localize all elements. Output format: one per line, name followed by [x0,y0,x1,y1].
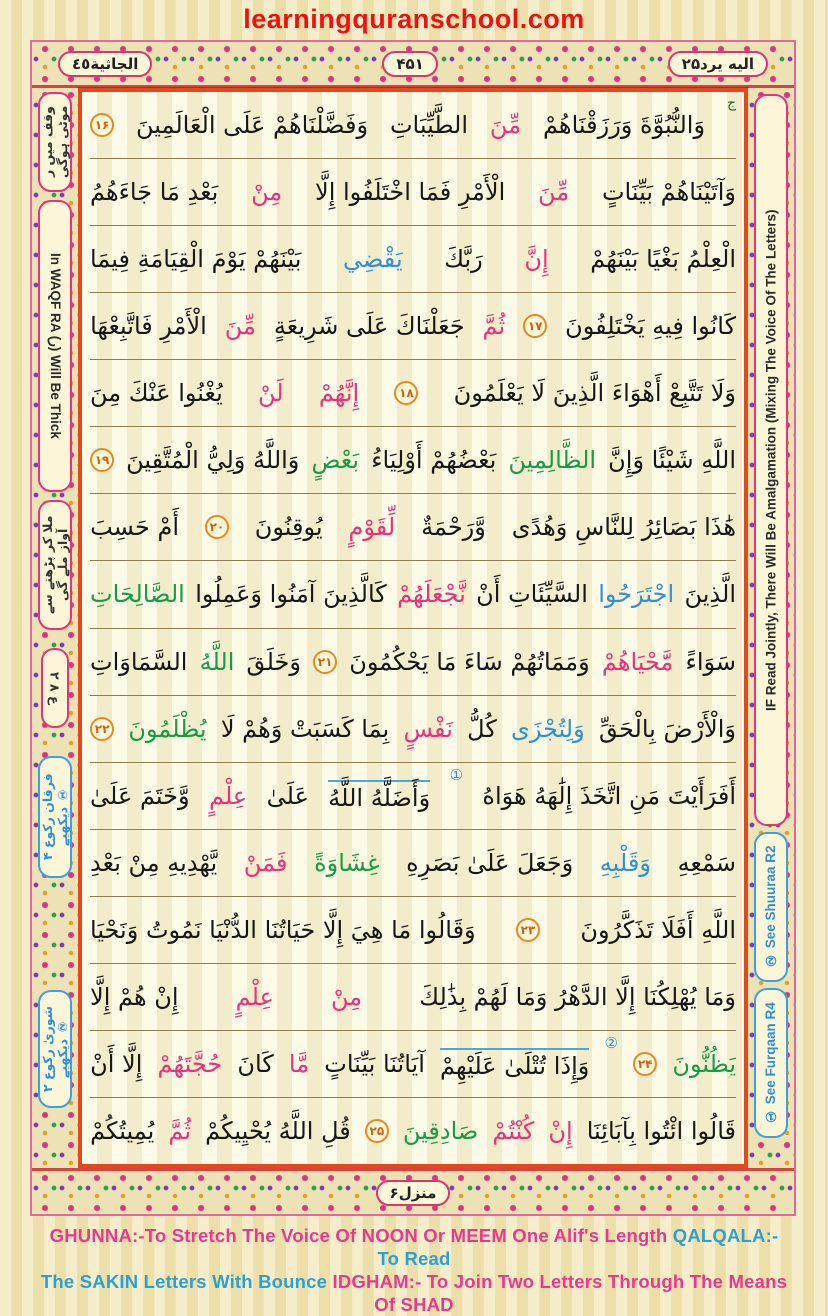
quran-word: مِنْ [251,178,283,207]
left-note-see-shuuraa: شوریٰ رکوع ۲ دیکھیے ② [38,990,72,1108]
quran-line [90,897,736,964]
quran-word: إِنَّهُمْ [318,379,360,408]
quran-word: كُلُّ [467,714,497,743]
right-note-see-furqaan: ① See Furqaan R4 [754,988,788,1138]
quran-word: الَّذِينَ [684,580,736,609]
right-margin [748,88,794,1168]
quran-word: ثُمَّ [482,312,506,341]
quran-line [90,830,736,897]
footer-term: IDGHAM:- To Join Two Letters Through The Means Of SHAD [332,1271,788,1315]
quran-word: كَانَ [237,1049,274,1078]
left-note-urdu-amalgamation: ملا کر پڑھنے سے آواز ملے گی [38,500,72,630]
quran-word: الصَّالِحَاتِ [90,580,185,609]
quran-word: أَفَرَأَيْتَ مَنِ اتَّخَذَ إِلَٰهَهُ هَوَاهُ [482,781,736,810]
left-margin [32,88,78,1168]
quran-word: وَلَا تَتَّبِعْ أَهْوَاءَ الَّذِينَ لَا يَعْلَمُونَ [453,379,736,408]
quran-line [90,1031,736,1098]
quran-lines [82,92,744,1164]
left-note-english-waqf: In WAQF RA (ر) Will Be Thick [38,200,72,492]
quran-word: وَجَعَلَ عَلَىٰ بَصَرِهِ [406,848,574,877]
right-note-see-shuuraa: ② See Shuuraa R2 [754,832,788,982]
quran-word: وَّخَتَمَ عَلَىٰ [90,781,190,810]
ayah-number-marker: ۱۸ [394,381,418,405]
quran-line [90,293,736,360]
quran-word: لَنْ [258,379,284,408]
quran-word: وَأَضَلَّهُ اللَّهُ [328,780,430,812]
frame-bottom-border [32,1168,794,1214]
quran-word: يَقْضِي [342,245,403,274]
quran-word: مَّحْيَاهُمْ [601,647,674,676]
quran-word: إِنَّ [524,245,549,274]
quran-word: فَمَنْ [243,848,288,877]
frame-middle [32,88,794,1168]
quran-word: سَوَاءً [685,647,736,676]
footer-line-1 [40,1224,788,1270]
footer-line-2 [40,1270,788,1316]
juz-name-cartouche: اليه يرد۲۵ [668,51,768,77]
quran-word: وَخَلَقَ [246,647,301,676]
surah-name-cartouche: الجاثية٤٥ [58,51,152,77]
quran-word: آيَاتُنَا بَيِّنَاتٍ [324,1049,425,1078]
quran-word: غِشَاوَةً [314,848,380,877]
quran-word: بِمَا كَسَبَتْ وَهُمْ لَا [220,714,390,743]
quran-word: عَلَىٰ [266,781,309,810]
quran-word: كُنْتُمْ [492,1116,535,1145]
site-title: learningquranschool.com [243,3,585,34]
reference-marker: ② [604,1033,618,1052]
quran-word: السَّمَاوَاتِ [90,647,188,676]
quran-word: حُجَّتَهُمْ [157,1049,223,1078]
ayah-number-marker: ۲۱ [313,650,337,674]
ayah-number-marker: ۲۳ [516,918,540,942]
quran-word: يُوقِنُونَ [254,513,323,542]
quran-line [90,629,736,696]
quran-word: قُلِ اللَّهُ يُحْيِيكُمْ [205,1116,351,1145]
quran-word: إِنْ هُمْ إِلَّا [90,982,179,1011]
manzil-cartouche: منزل۶ [376,1180,451,1206]
quran-word: يَظُنُّونَ [672,1049,736,1078]
quran-line [90,159,736,226]
quran-word: يَّهْدِيهِ مِنْ بَعْدِ [90,848,218,877]
ornamental-frame [30,40,796,1216]
quran-line [90,1098,736,1164]
quran-word: وَالْأَرْضَ بِالْحَقِّ [599,714,736,743]
quran-word: هَٰذَا بَصَائِرُ لِلنَّاسِ وَهُدًى [511,513,736,542]
quran-word: مِّنَ [538,178,570,207]
quran-word: مِّنَ [489,111,522,140]
quran-word: بَعْضُهُمْ أَوْلِيَاءُ [371,446,497,475]
quran-word: عِلْمٍ [235,982,274,1011]
footer-term: The SAKIN Letters With Bounce [40,1271,328,1292]
quran-word: اللَّهِ شَيْئًا وَإِنَّ [608,446,736,475]
ruku-marker: ۲ ع ۸ [41,648,69,728]
quran-word: وَقَلْبِهِ [599,848,651,877]
quran-word: رَبَّكَ [444,245,483,274]
quran-line [90,696,736,763]
ayah-number-marker: ۲۰ [205,515,229,539]
ayah-number-marker: ۱۹ [90,448,114,472]
quran-word: الْعِلْمُ بَغْيًا بَيْنَهُمْ [590,245,736,274]
footer-term: QALQALA:- To Read [377,1225,779,1269]
quran-word: صَادِقِينَ [402,1116,479,1145]
quran-line [90,763,736,830]
footer-tajweed-notes [40,1224,788,1316]
frame-top-border [32,42,794,88]
quran-word: نَّجْعَلَهُمْ [397,580,466,609]
right-note-english-amalgamation: IF Read Jointly, There Will Be Amalgamation (Mixing The Voice Of The Letters) [754,94,788,826]
quran-word: بَعْدِ مَا جَاءَهُمُ [90,178,219,207]
quran-word: وَلِتُجْزَى [511,714,585,743]
quran-line [90,494,736,561]
left-note-see-furqaan: فرقان رکوع ۴ دیکھیے ① [38,756,72,878]
quran-text-box [78,88,748,1168]
footer-term: GHUNNA:-To Stretch The Voice Of NOON Or MEEM One Alif's Length [49,1225,668,1246]
quran-word: الظَّالِمِينَ [508,446,597,475]
quran-word: بَعْضٍ [311,446,360,475]
quran-word: وَمَا يُهْلِكُنَا إِلَّا الدَّهْرُ وَمَا لَهُمْ بِذَٰلِكَ [419,982,736,1011]
quran-word: الْأَمْرِ فَمَا اخْتَلَفُوا إِلَّا [315,178,506,207]
quran-word: وَاللَّهُ وَلِيُّ الْمُتَّقِينَ [126,446,300,475]
quran-word: أَمْ حَسِبَ [90,513,180,542]
quran-word: اللَّهِ أَفَلَا تَذَكَّرُونَ [580,915,736,944]
quran-word: الْأَمْرِ فَاتَّبِعْهَا [90,312,207,341]
ayah-number-marker: ۲۵ [365,1119,389,1143]
quran-word: سَمْعِهِ [677,848,736,877]
quran-word: السَّيِّئَاتِ أَنْ [476,580,588,609]
quran-word: وَفَضَّلْنَاهُمْ عَلَى الْعَالَمِينَ [135,111,369,140]
ayah-number-marker: ۲۲ [90,717,114,741]
site-header [0,0,828,38]
quran-word: وَمَمَاتُهُمْ سَاءَ مَا يَحْكُمُونَ [349,647,590,676]
quran-word: يُظْلَمُونَ [128,714,207,743]
quran-line [90,226,736,293]
quran-word: جَعَلْنَاكَ عَلَى شَرِيعَةٍ [273,312,465,341]
ayah-number-marker: ۱۶ [90,113,114,137]
quran-line [90,561,736,628]
quran-word: عِلْمٍ [208,781,248,810]
quran-word: بَيْنَهُمْ يَوْمَ الْقِيَامَةِ فِيمَا [90,245,302,274]
ayah-number-marker: ۲۴ [633,1052,657,1076]
quran-word: الطَّيِّبَاتِ [389,111,469,140]
quran-word: وَّرَحْمَةٌ [421,513,486,542]
quran-word: مِّنَ [224,312,256,341]
quran-word: اجْتَرَحُوا [598,580,675,609]
quran-word: يُغْنُوا عَنْكَ مِنَ [90,379,223,408]
quran-word: يُمِيتُكُمْ [90,1116,155,1145]
quran-line [90,427,736,494]
quran-word: وَإِذَا تُتْلَىٰ عَلَيْهِمْ [440,1048,589,1080]
quran-word: قَالُوا ائْتُوا بِآبَائِنَا [586,1116,736,1145]
quran-word: وَآتَيْنَاهُمْ بَيِّنَاتٍ [601,178,736,207]
quran-word: ثُمَّ [168,1116,192,1145]
quran-word: نَفْسٍ [403,714,453,743]
left-note-urdu-waqf: وقف میں ر موٹی ہوگی [38,92,72,192]
quran-word: لِّقَوْمٍ [348,513,396,542]
quran-word: مَّا [288,1049,310,1078]
quran-word: مِنْ [331,982,363,1011]
ayah-number-marker: ۱۷ [523,314,547,338]
reference-marker: ① [449,765,464,784]
quran-word: اللَّهُ [199,647,235,676]
quran-line [90,964,736,1031]
quran-word: إِنْ [548,1116,573,1145]
quran-line [90,360,736,427]
quran-word: كَالَّذِينَ آمَنُوا وَعَمِلُوا [195,580,387,609]
quran-word: إِلَّا أَنْ [90,1049,143,1078]
quran-word: وَالنُّبُوَّةَ وَرَزَقْنَاهُمْ [542,111,706,140]
page-number-cartouche: ۴۵۱ [382,51,437,77]
quran-word: كَانُوا فِيهِ يَخْتَلِفُونَ [565,312,736,341]
quran-line [90,92,736,159]
quran-word: ج [726,95,736,111]
quran-word: وَقَالُوا مَا هِيَ إِلَّا حَيَاتُنَا الدُّنْيَا نَمُوتُ وَنَحْيَا [90,915,476,944]
